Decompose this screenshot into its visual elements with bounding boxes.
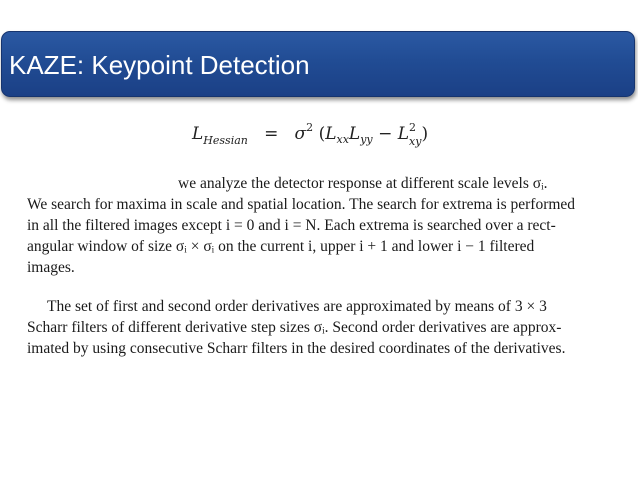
eq-l3-sup: 2 bbox=[409, 120, 417, 134]
eq-l3: L bbox=[397, 124, 410, 144]
eq-l1: L bbox=[325, 124, 337, 144]
eq-close-paren: ) bbox=[421, 124, 429, 144]
paragraph-derivatives bbox=[27, 296, 609, 359]
eq-sigma-sup: 2 bbox=[306, 121, 314, 134]
paragraph-line: The set of first and second order derivatives are approximated by means of 3 × 3 bbox=[47, 298, 547, 315]
eq-lhs: L bbox=[192, 124, 204, 144]
slide-title: KAZE: Keypoint Detection bbox=[9, 50, 310, 80]
eq-equals: = bbox=[264, 124, 279, 144]
paragraph-line: we analyze the detector response at different scale levels σᵢ. bbox=[178, 175, 548, 192]
eq-open-paren: ( bbox=[318, 124, 326, 144]
eq-l1-sub: xx bbox=[336, 133, 349, 146]
hessian-equation bbox=[192, 120, 428, 150]
eq-l3-sub: xy bbox=[409, 134, 422, 148]
paragraph-line: Scharr filters of different derivative step sizes σᵢ. Second order derivatives are approx- bbox=[27, 319, 562, 336]
eq-l2: L bbox=[348, 124, 361, 144]
paragraph-line: We search for maxima in scale and spatial location. The search for extrema is performed bbox=[27, 196, 576, 213]
paragraph-line: imated by using consecutive Scharr filters in the desired coordinates of the derivatives. bbox=[27, 340, 566, 357]
eq-minus: − bbox=[378, 124, 393, 144]
eq-lhs-subscript: Hessian bbox=[203, 134, 248, 147]
eq-sigma: σ bbox=[294, 124, 307, 144]
paragraph-detection bbox=[27, 173, 609, 278]
paragraph-line: angular window of size σᵢ × σᵢ on the current i, upper i + 1 and lower i − 1 filtered bbox=[27, 238, 535, 255]
paragraph-line: images. bbox=[27, 259, 75, 276]
eq-l2-sub: yy bbox=[360, 133, 373, 146]
paragraph-line: in all the filtered images except i = 0 and i = N. Each extrema is searched over a rect- bbox=[27, 217, 556, 234]
